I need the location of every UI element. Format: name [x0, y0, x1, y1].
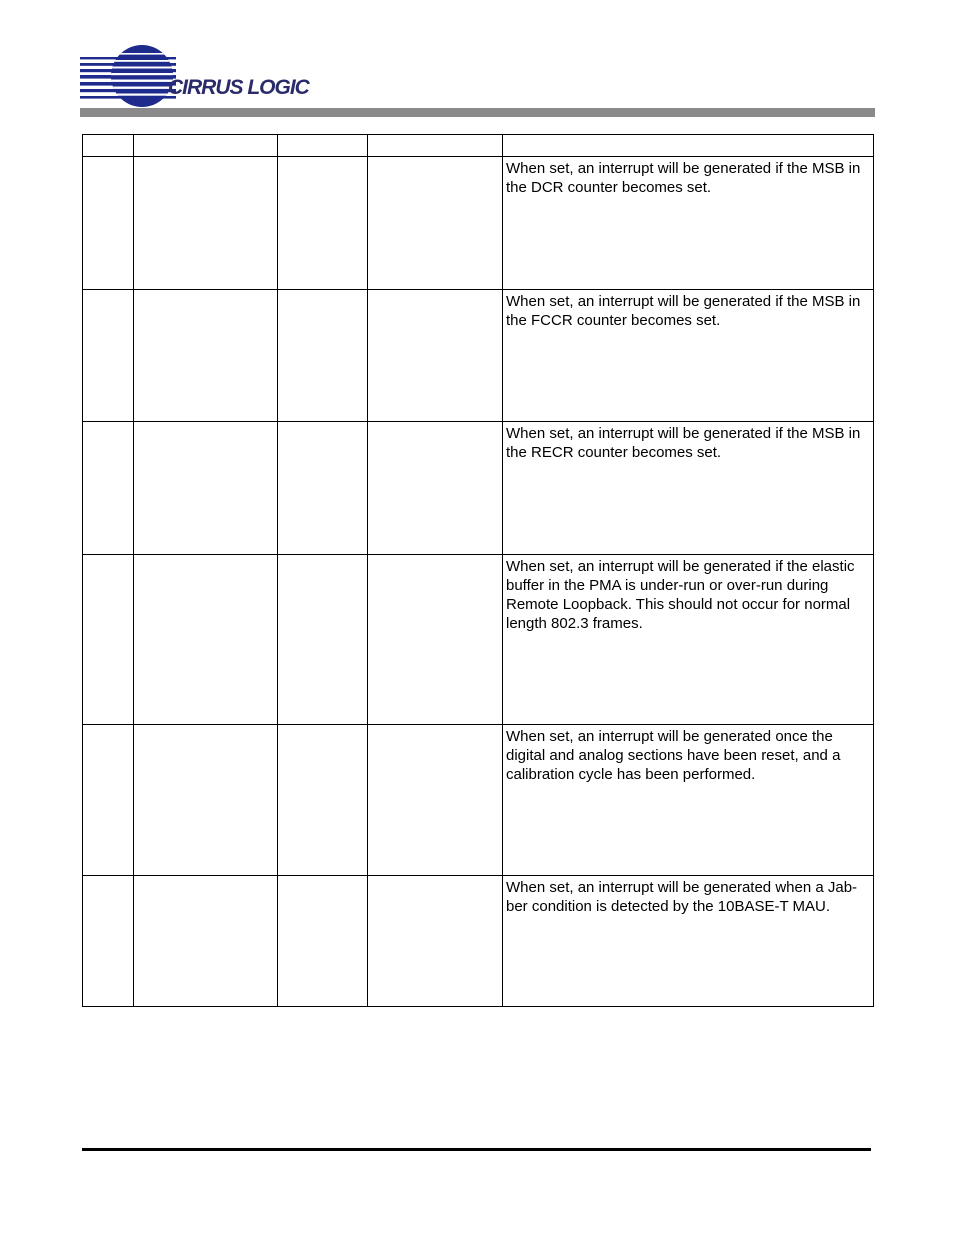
- description-cell: When set, an interrupt will be generated if the elastic buffer in the PMA is under-run or over-run during Remote Loopback. This should not occur for normal length 802.3 frames.: [503, 555, 874, 725]
- logo-wordmark: CIRRUS LOGIC: [168, 76, 309, 99]
- table-row: [83, 290, 874, 422]
- description-cell: When set, an interrupt will be generated if the MSB in the DCR counter becomes set.: [503, 157, 874, 290]
- header-cell: [503, 135, 874, 157]
- description-cell: When set, an interrupt will be generated if the MSB in the RECR counter becomes set.: [503, 422, 874, 555]
- description-cell: When set, an interrupt will be generated if the MSB in the FCCR counter becomes set.: [503, 290, 874, 422]
- footer-rule: [82, 1148, 871, 1151]
- description-cell: When set, an interrupt will be generated when a Jab-ber condition is detected by the 10BASE-T MAU.: [503, 876, 874, 1007]
- table-row: [83, 725, 874, 876]
- header-cell: [83, 135, 134, 157]
- table-row: [83, 876, 874, 1007]
- header-cell: [134, 135, 278, 157]
- table-row: [83, 157, 874, 290]
- header-bar: [80, 108, 875, 117]
- description-cell: When set, an interrupt will be generated once the digital and analog sections have been reset, and a calibration cycle has been performed.: [503, 725, 874, 876]
- header-cell: [278, 135, 368, 157]
- table-row: [83, 422, 874, 555]
- register-table: [82, 134, 874, 1007]
- header-cell: [368, 135, 503, 157]
- table-header-row: [83, 135, 874, 157]
- table-row: [83, 555, 874, 725]
- cirrus-logic-logo: [80, 45, 330, 107]
